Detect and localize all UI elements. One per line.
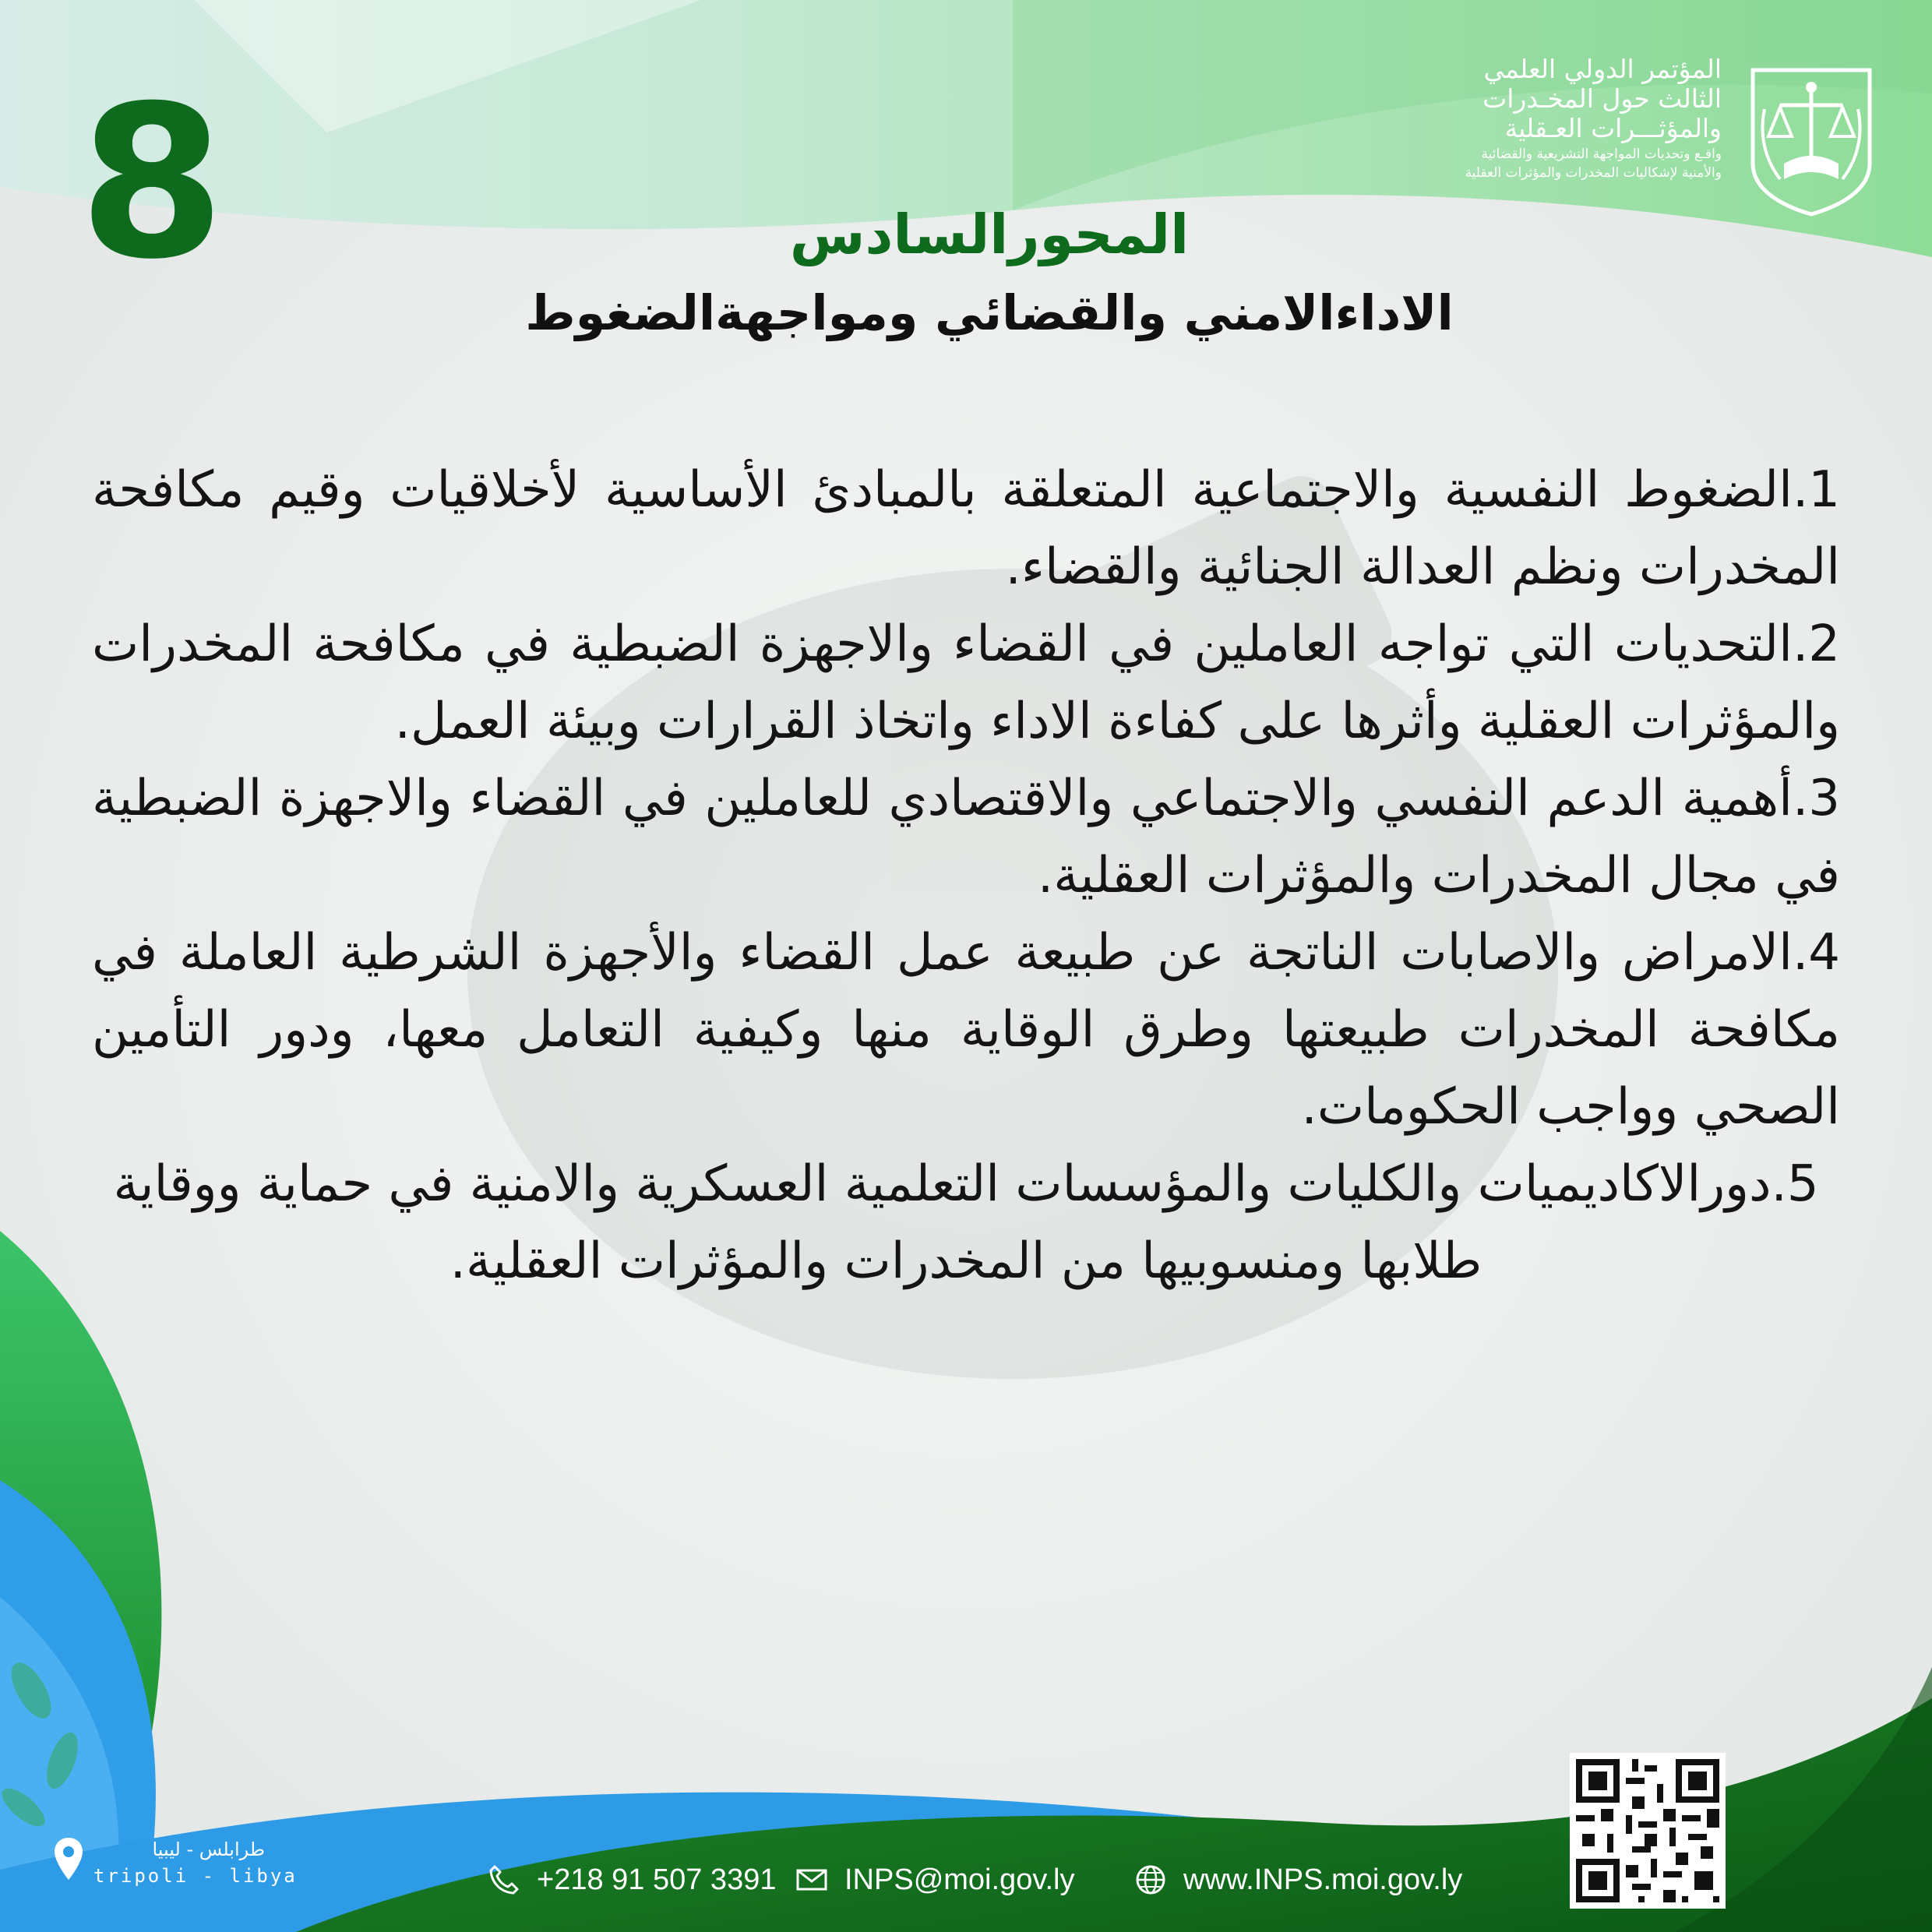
list-item: 1.الضغوط النفسية والاجتماعية المتعلقة بالمبادئ الأساسية لأخلاقيات وقيم مكافحة المخدرات ونظم العدالة الجنائية والقضاء. xyxy=(92,461,1840,596)
phone-icon xyxy=(487,1863,521,1897)
axis-number: 8 xyxy=(79,60,225,305)
logo-title-line: والمؤثـــرات العـقلية xyxy=(1504,113,1722,143)
phone-contact[interactable] xyxy=(487,1860,776,1899)
globe-icon xyxy=(1133,1863,1168,1897)
location-english: tripoli - libya xyxy=(93,1865,298,1887)
scales-book-wreath-icon xyxy=(1745,62,1877,218)
list-item: 3.أهمية الدعم النفسي والاجتماعي والاقتصادي للعاملين في القضاء والاجهزة الضبطية في مجال المخدرات والمؤثرات العقلية. xyxy=(92,770,1840,904)
list-item: 2.التحديات التي تواجه العاملين في القضاء والاجهزة الضبطية في مكافحة المخدرات والمؤثرات العقلية وأثرها على كفاءة الاداء واتخاذ القرارات وبيئة العمل. xyxy=(92,615,1840,750)
logo-subtitle-line: والأمنية لإشكاليات المخدرات والمؤثرات العقلية xyxy=(1465,165,1722,181)
logo-title-line: المؤتمر الدولي العلمي xyxy=(1483,54,1722,84)
email-contact[interactable] xyxy=(795,1860,1075,1899)
logo-subtitle-line: واقـع وتحديات المواجهة التشريعية والقضائية xyxy=(1481,146,1722,162)
logo-title-line: الثالث حول المخـدرات xyxy=(1482,83,1722,114)
email-address: INPS@moi.gov.ly xyxy=(844,1863,1075,1896)
location-arabic: طرابلس - ليبيا xyxy=(152,1839,265,1860)
envelope-icon xyxy=(795,1863,829,1897)
axis-title: المحورالسادس xyxy=(789,203,1190,266)
logo-text xyxy=(1394,55,1722,181)
website-contact[interactable] xyxy=(1133,1860,1462,1899)
location xyxy=(47,1835,296,1897)
phone-number: +218 91 507 3391 xyxy=(537,1863,777,1896)
website-url: www.INPS.moi.gov.ly xyxy=(1183,1863,1463,1896)
axis-subtitle: الاداءالامني والقضائي ومواجهةالضغوط xyxy=(525,284,1454,341)
list-item: 4.الامراض والاصابات الناتجة عن طبيعة عمل القضاء والأجهزة الشرطية العاملة في مكافحة المخدرات طبيعتها وطرق الوقاية منها وكيفية التعامل معها، ودور التأمين الصحي وواجب الحكومات. xyxy=(92,924,1840,1136)
conference-logo xyxy=(1465,54,1877,226)
location-pin-icon xyxy=(53,1836,84,1883)
axis-points xyxy=(92,452,1840,1300)
list-item: 5.دورالاكاديميات والكليات والمؤسسات التعلمية العسكرية والامنية في حماية ووقاية طلابها ومنسوبيها من المخدرات والمؤثرات العقلية. xyxy=(113,1155,1819,1290)
qr-code-icon[interactable] xyxy=(1570,1753,1726,1909)
